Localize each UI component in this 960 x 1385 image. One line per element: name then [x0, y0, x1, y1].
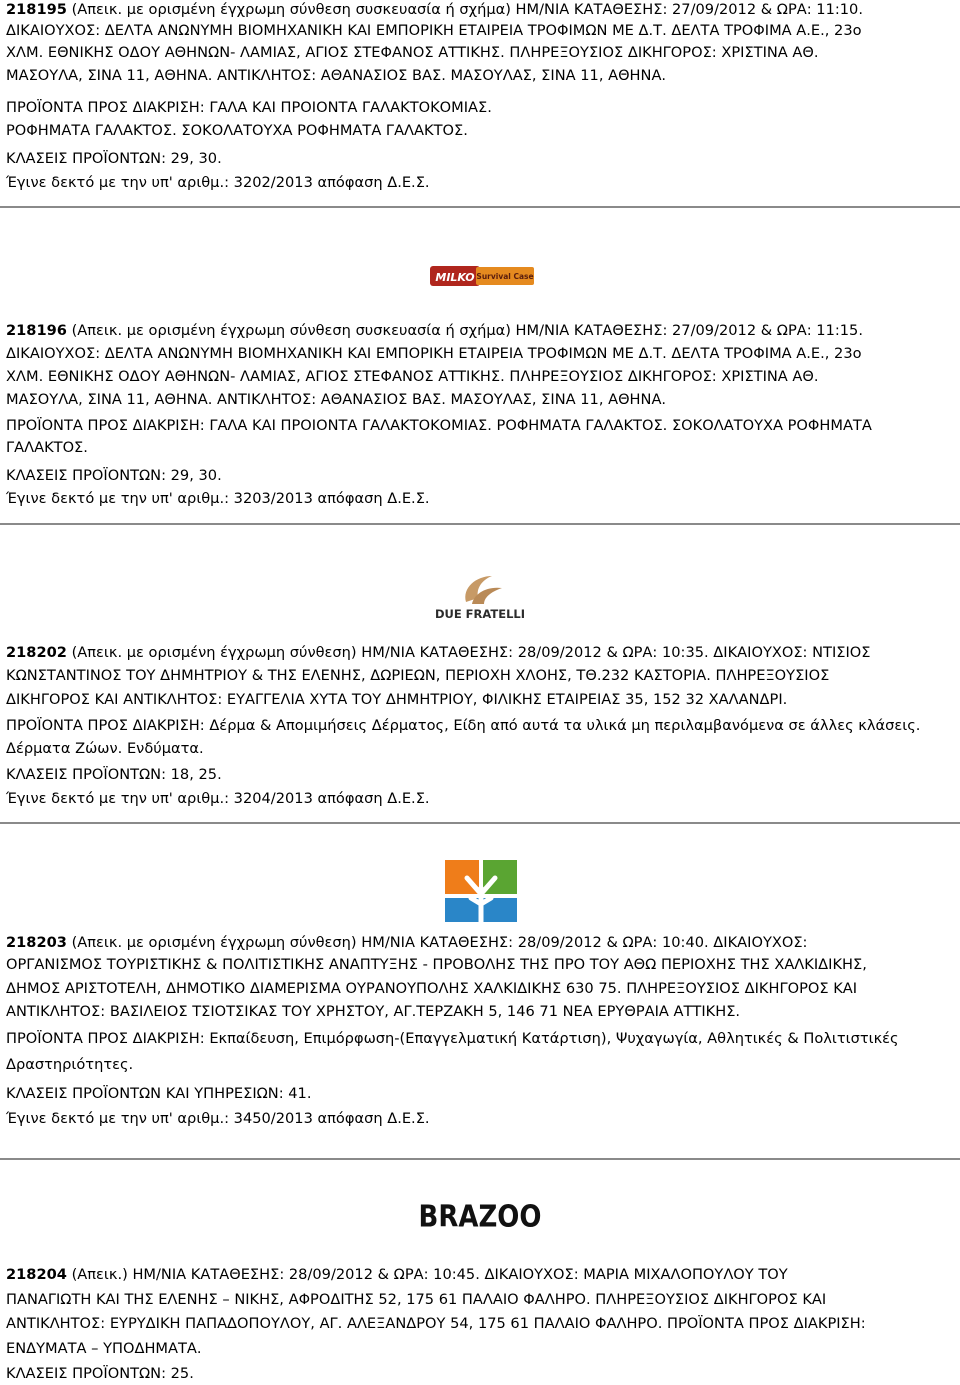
entry-line: ΠΡΟΪΟΝΤΑ ΠΡΟΣ ΔΙΑΚΡΙΣΗ: ΓΑΛΑ ΚΑΙ ΠΡΟΙΟΝΤΑ ΓΑΛΑΚΤΟΚΟΜΙΑΣ. [6, 99, 492, 116]
separator-rule [0, 523, 960, 525]
due-fratelli-word: DUE FRATELLI [434, 607, 526, 621]
separator-rule [0, 1158, 960, 1160]
entry-header [6, 1265, 788, 1285]
brazoo-logo-word: BRAZOO [418, 1198, 542, 1234]
milko-logo-tag: Survival Case [476, 272, 534, 281]
entry-decision: Έγινε δεκτό με την υπ' αριθμ.: 3203/2013 απόφαση Δ.Ε.Σ. [6, 490, 430, 507]
entry-line: ΑΝΤΙΚΛΗΤΟΣ: ΒΑΣΙΛΕΙΟΣ ΤΣΙΟΤΣΙΚΑΣ ΤΟΥ ΧΡΗΣΤΟΥ, ΑΓ.ΤΕΡΖΑΚΗ 5, 146 71 ΝΕΑ ΕΡΥΘΡΑΙΑ ΑΤΤΙΚΗΣ. [6, 1003, 741, 1020]
entry-header [6, 643, 871, 663]
entry-decision: Έγινε δεκτό με την υπ' αριθμ.: 3204/2013 απόφαση Δ.Ε.Σ. [6, 790, 430, 807]
entry-line: ΠΑΝΑΓΙΩΤΗ ΚΑΙ ΤΗΣ ΕΛΕΝΗΣ – ΝΙΚΗΣ, ΑΦΡΟΔΙΤΗΣ 52, 175 61 ΠΑΛΑΙΟ ΦΑΛΗΡΟ. ΠΛΗΡΕΞΟΥΣΙΟΣ ΔΙΚΗΓΟΡΟΣ ΚΑΙ [6, 1291, 827, 1308]
entry-line: ΠΡΟΪΟΝΤΑ ΠΡΟΣ ΔΙΑΚΡΙΣΗ: ΓΑΛΑ ΚΑΙ ΠΡΟΙΟΝΤΑ ΓΑΛΑΚΤΟΚΟΜΙΑΣ. ΡΟΦΗΜΑΤΑ ΓΑΛΑΚΤΟΣ. ΣΟΚΟΛΑΤΟΥΧΑ ΡΟΦΗΜΑΤΑ [6, 417, 872, 434]
entry-line: ΚΩΝΣΤΑΝΤΙΝΟΣ ΤΟΥ ΔΗΜΗΤΡΙΟΥ & ΤΗΣ ΕΛΕΝΗΣ, ΔΩΡΙΕΩΝ, ΠΕΡΙΟΧΗ ΧΛΟΗΣ, ΤΘ.232 ΚΑΣΤΟΡΙΑ. ΠΛΗΡΕΞΟΥΣΙΟΣ [6, 667, 830, 684]
entry-line: (Απεικ.) ΗΜ/ΝΙΑ ΚΑΤΑΘΕΣΗΣ: 28/09/2012 & ΩΡΑ: 10:45. ΔΙΚΑΙΟΥΧΟΣ: ΜΑΡΙΑ ΜΙΧΑΛΟΠΟΥΛΟΥ ΤΟΥ [66, 1266, 788, 1283]
entry-line: (Απεικ. με ορισμένη έγχρωμη σύνθεση) ΗΜ/ΝΙΑ ΚΑΤΑΘΕΣΗΣ: 28/09/2012 & ΩΡΑ: 10:35. ΔΙΚΑΙΟΥΧΟΣ: ΝΤΙΣΙΟΣ [66, 644, 871, 661]
milko-logo [428, 262, 538, 292]
entry-line: ΑΝΤΙΚΛΗΤΟΣ: ΕΥΡΥΔΙΚΗ ΠΑΠΑΔΟΠΟΥΛΟΥ, ΑΓ. ΑΛΕΞΑΝΔΡΟΥ 54, 175 61 ΠΑΛΑΙΟ ΦΑΛΗΡΟ. ΠΡΟΪΟΝΤΑ ΠΡΟΣ ΔΙΑΚΡΙΣΗ: [6, 1315, 866, 1332]
entry-line: Δραστηριότητες. [6, 1056, 134, 1073]
entry-line: ΔΙΚΗΓΟΡΟΣ ΚΑΙ ΑΝΤΙΚΛΗΤΟΣ: ΕΥΑΓΓΕΛΙΑ ΧΥΤΑ ΤΟΥ ΔΗΜΗΤΡΙΟΥ, ΦΙΛΙΚΗΣ ΕΤΑΙΡΕΙΑΣ 35, 152 32 ΧΑΛΑΝΔΡΙ. [6, 691, 788, 708]
entry-line: ΔΗΜΟΣ ΑΡΙΣΤΟΤΕΛΗ, ΔΗΜΟΤΙΚΟ ΔΙΑΜΕΡΙΣΜΑ ΟΥΡΑΝΟΥΠΟΛΗΣ ΧΑΛΚΙΔΙΚΗΣ 630 75. ΠΛΗΡΕΞΟΥΣΙΟΣ ΔΙΚΗΓΟΡΟΣ ΚΑΙ [6, 980, 858, 997]
entry-decision: Έγινε δεκτό με την υπ' αριθμ.: 3450/2013 απόφαση Δ.Ε.Σ. [6, 1110, 430, 1127]
separator-rule [0, 822, 960, 824]
entry-number: 218203 [6, 934, 67, 951]
entry-classes: ΚΛΑΣΕΙΣ ΠΡΟΪΟΝΤΩΝ: 29, 30. [6, 467, 222, 484]
entry-number: 218196 [6, 322, 67, 339]
entry-line: ΧΛΜ. ΕΘΝΙΚΗΣ ΟΔΟΥ ΑΘΗΝΩΝ- ΛΑΜΙΑΣ, ΑΓΙΟΣ ΣΤΕΦΑΝΟΣ ΑΤΤΙΚΗΣ. ΠΛΗΡΕΞΟΥΣΙΟΣ ΔΙΚΗΓΟΡΟΣ: ΧΡΙΣΤΙΝΑ ΑΘ. [6, 44, 819, 61]
entry-header [6, 933, 807, 953]
entry-classes: ΚΛΑΣΕΙΣ ΠΡΟΪΟΝΤΩΝ ΚΑΙ ΥΠΗΡΕΣΙΩΝ: 41. [6, 1085, 312, 1102]
entry-classes: ΚΛΑΣΕΙΣ ΠΡΟΪΟΝΤΩΝ: 25. [6, 1365, 194, 1382]
entry-line: ΟΡΓΑΝΙΣΜΟΣ ΤΟΥΡΙΣΤΙΚΗΣ & ΠΟΛΙΤΙΣΤΙΚΗΣ ΑΝΑΠΤΥΞΗΣ - ΠΡΟΒΟΛΗΣ ΤΗΣ ΠΡΟ ΤΟΥ ΑΘΩ ΠΕΡΙΟΧΗΣ ΤΗΣ ΧΑΛΚΙΔΙΚΗΣ, [6, 956, 867, 973]
entry-line: ΔΙΚΑΙΟΥΧΟΣ: ΔΕΛΤΑ ΑΝΩΝΥΜΗ ΒΙΟΜΗΧΑΝΙΚΗ ΚΑΙ ΕΜΠΟΡΙΚΗ ΕΤΑΙΡΕΙΑ ΤΡΟΦΙΜΩΝ ΜΕ Δ.Τ. ΔΕΛΤΑ ΤΡΟΦΙΜΑ Α.Ε., 23ο [6, 22, 862, 39]
entry-line: ΠΡΟΪΟΝΤΑ ΠΡΟΣ ΔΙΑΚΡΙΣΗ: Εκπαίδευση, Επιμόρφωση-(Επαγγελματική Κατάρτιση), Ψυχαγωγία, Αθλητικές & Πολιτιστικές [6, 1030, 899, 1047]
entry-line: (Απεικ. με ορισμένη έγχρωμη σύνθεση συσκευασία ή σχήμα) ΗΜ/ΝΙΑ ΚΑΤΑΘΕΣΗΣ: 27/09/2012 & ΩΡΑ: 11:10. [66, 1, 863, 18]
entry-line: (Απεικ. με ορισμένη έγχρωμη σύνθεση) ΗΜ/ΝΙΑ ΚΑΤΑΘΕΣΗΣ: 28/09/2012 & ΩΡΑ: 10:40. ΔΙΚΑΙΟΥΧΟΣ: [66, 934, 808, 951]
entry-line: ΓΑΛΑΚΤΟΣ. [6, 439, 88, 456]
brazoo-logo [418, 1192, 542, 1236]
entry-line: ΡΟΦΗΜΑΤΑ ΓΑΛΑΚΤΟΣ. ΣΟΚΟΛΑΤΟΥΧΑ ΡΟΦΗΜΑΤΑ ΓΑΛΑΚΤΟΣ. [6, 122, 468, 139]
tree-logo [443, 858, 519, 924]
milko-logo-word: MILKO [435, 271, 475, 284]
entry-number: 218195 [6, 1, 67, 18]
entry-classes: ΚΛΑΣΕΙΣ ΠΡΟΪΟΝΤΩΝ: 18, 25. [6, 766, 222, 783]
entry-header [6, 0, 863, 20]
entry-number: 218202 [6, 644, 67, 661]
entry-header [6, 321, 863, 341]
entry-line: ΠΡΟΪΟΝΤΑ ΠΡΟΣ ΔΙΑΚΡΙΣΗ: Δέρμα & Απομιμήσεις Δέρματος, Είδη από αυτά τα υλικά μη περιλαμβανόμενα σε άλλες κλάσεις. [6, 717, 921, 734]
entry-classes: ΚΛΑΣΕΙΣ ΠΡΟΪΟΝΤΩΝ: 29, 30. [6, 150, 222, 167]
entry-line: ΔΙΚΑΙΟΥΧΟΣ: ΔΕΛΤΑ ΑΝΩΝΥΜΗ ΒΙΟΜΗΧΑΝΙΚΗ ΚΑΙ ΕΜΠΟΡΙΚΗ ΕΤΑΙΡΕΙΑ ΤΡΟΦΙΜΩΝ ΜΕ Δ.Τ. ΔΕΛΤΑ ΤΡΟΦΙΜΑ Α.Ε., 23ο [6, 345, 862, 362]
entry-line: ΜΑΣΟΥΛΑ, ΣΙΝΑ 11, ΑΘΗΝΑ. ΑΝΤΙΚΛΗΤΟΣ: ΑΘΑΝΑΣΙΟΣ ΒΑΣ. ΜΑΣΟΥΛΑΣ, ΣΙΝΑ 11, ΑΘΗΝΑ. [6, 391, 667, 408]
entry-number: 218204 [6, 1266, 67, 1283]
entry-line: ΜΑΣΟΥΛΑ, ΣΙΝΑ 11, ΑΘΗΝΑ. ΑΝΤΙΚΛΗΤΟΣ: ΑΘΑΝΑΣΙΟΣ ΒΑΣ. ΜΑΣΟΥΛΑΣ, ΣΙΝΑ 11, ΑΘΗΝΑ. [6, 67, 667, 84]
entry-line: Δέρματα Ζώων. Ενδύματα. [6, 740, 204, 757]
due-fratelli-logo [432, 568, 528, 624]
separator-rule [0, 206, 960, 208]
entry-decision: Έγινε δεκτό με την υπ' αριθμ.: 3202/2013 απόφαση Δ.Ε.Σ. [6, 174, 430, 191]
entry-line: ΧΛΜ. ΕΘΝΙΚΗΣ ΟΔΟΥ ΑΘΗΝΩΝ- ΛΑΜΙΑΣ, ΑΓΙΟΣ ΣΤΕΦΑΝΟΣ ΑΤΤΙΚΗΣ. ΠΛΗΡΕΞΟΥΣΙΟΣ ΔΙΚΗΓΟΡΟΣ: ΧΡΙΣΤΙΝΑ ΑΘ. [6, 368, 819, 385]
entry-line: ΕΝΔΥΜΑΤΑ – ΥΠΟΔΗΜΑΤΑ. [6, 1340, 202, 1357]
entry-line: (Απεικ. με ορισμένη έγχρωμη σύνθεση συσκευασία ή σχήμα) ΗΜ/ΝΙΑ ΚΑΤΑΘΕΣΗΣ: 27/09/2012 & ΩΡΑ: 11:15. [66, 322, 863, 339]
